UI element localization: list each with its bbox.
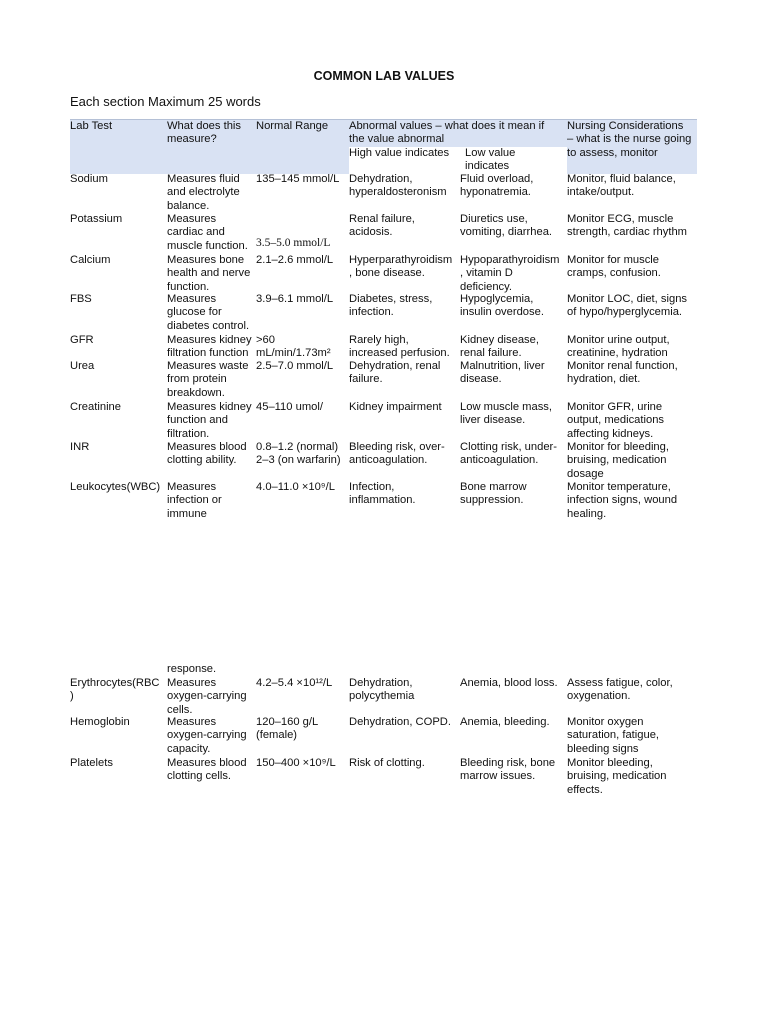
row-nursing: Monitor ECG, muscle strength, cardiac rhythm	[567, 213, 688, 239]
row-low: Fluid overload, hyponatremia.	[460, 173, 534, 199]
row-low: Hypoparathyroidism , vitamin D deficiency.	[460, 254, 560, 293]
row-range: 3.5–5.0 mmol/L	[256, 237, 331, 249]
row-low: Anemia, bleeding.	[460, 716, 550, 728]
row-low: Low muscle mass, liver disease.	[460, 401, 553, 427]
row-high: Risk of clotting.	[349, 757, 425, 769]
row-high: Infection, inflammation.	[349, 481, 416, 507]
row-low: Diuretics use, vomiting, diarrhea.	[460, 213, 553, 239]
row-test: Creatinine	[70, 401, 121, 413]
row-measure: Measures blood clotting ability.	[167, 441, 247, 467]
row-test: Hemoglobin	[70, 716, 130, 728]
row-range: >60 mL/min/1.73m²	[256, 334, 331, 360]
row-range: 135–145 mmol/L	[256, 173, 340, 185]
row-low: Malnutrition, liver disease.	[460, 360, 545, 386]
row-measure: Measures cardiac and muscle function.	[167, 213, 248, 252]
row-nursing: Monitor GFR, urine output, medications affecting kidneys.	[567, 401, 665, 440]
row-high: Dehydration, COPD.	[349, 716, 451, 728]
header-measure: What does this measure?	[167, 120, 241, 146]
row-low: Hypoglycemia, insulin overdose.	[460, 293, 544, 319]
header-low: Low value indicates	[465, 147, 516, 173]
header-abnormal: Abnormal values – what does it mean if the value abnormal	[349, 120, 545, 146]
row-measure: Measures oxygen-carrying capacity.	[167, 716, 247, 755]
row-nursing: Monitor LOC, diet, signs of hypo/hyperglycemia.	[567, 293, 688, 319]
row-high: Dehydration, hyperaldosteronism	[349, 173, 447, 199]
row-range: 150–400 ×10⁹/L	[256, 757, 336, 769]
row-test: Leukocytes(WBC)	[70, 481, 161, 493]
row-nursing: Monitor bleeding, bruising, medication effects.	[567, 757, 667, 796]
row-measure-continuation: response.	[167, 663, 217, 675]
row-test: Urea	[70, 360, 95, 372]
row-nursing: Monitor for bleeding, bruising, medication dosage	[567, 441, 669, 480]
row-range: 2.1–2.6 mmol/L	[256, 254, 334, 266]
row-nursing: Monitor oxygen saturation, fatigue, bleeding signs	[567, 716, 660, 755]
header-range: Normal Range	[256, 120, 329, 132]
row-low: Anemia, blood loss.	[460, 677, 558, 689]
row-test: Platelets	[70, 757, 113, 769]
row-high: Dehydration, renal failure.	[349, 360, 441, 386]
row-test: Calcium	[70, 254, 111, 266]
row-range: 120–160 g/L (female)	[256, 716, 319, 742]
row-test: Erythrocytes(RBC )	[70, 677, 160, 703]
row-nursing: Monitor for muscle cramps, confusion.	[567, 254, 661, 280]
row-nursing: Monitor, fluid balance, intake/output.	[567, 173, 676, 199]
row-range: 4.2–5.4 ×10¹²/L	[256, 677, 333, 689]
row-range: 0.8–1.2 (normal) 2–3 (on warfarin)	[256, 441, 341, 467]
row-measure: Measures kidney function and filtration.	[167, 401, 252, 440]
page-subtitle: Each section Maximum 25 words	[70, 94, 261, 109]
row-measure: Measures oxygen-carrying cells.	[167, 677, 247, 716]
row-measure: Measures infection or immune	[167, 481, 222, 520]
row-range: 3.9–6.1 mmol/L	[256, 293, 334, 305]
row-test: Potassium	[70, 213, 123, 225]
row-range: 45–110 umol/	[256, 401, 323, 413]
row-high: Kidney impairment	[349, 401, 442, 413]
row-test: FBS	[70, 293, 92, 305]
header-nursing: Nursing Considerations – what is the nurse going to assess, monitor	[567, 120, 692, 159]
row-measure: Measures fluid and electrolyte balance.	[167, 173, 240, 212]
row-high: Rarely high, increased perfusion.	[349, 334, 450, 360]
row-low: Kidney disease, renal failure.	[460, 334, 539, 360]
row-nursing: Monitor urine output, creatinine, hydration	[567, 334, 670, 360]
row-low: Clotting risk, under- anticoagulation.	[460, 441, 557, 467]
row-measure: Measures bone health and nerve function.	[167, 254, 251, 293]
row-range: 2.5–7.0 mmol/L	[256, 360, 334, 372]
row-nursing: Monitor temperature, infection signs, wound healing.	[567, 481, 678, 520]
row-high: Diabetes, stress, infection.	[349, 293, 433, 319]
row-measure: Measures kidney filtration function	[167, 334, 252, 360]
header-shading-sub	[70, 147, 349, 174]
page-title: COMMON LAB VALUES	[313, 69, 455, 83]
row-high: Hyperparathyroidism , bone disease.	[349, 254, 453, 280]
row-measure: Measures waste from protein breakdown.	[167, 360, 249, 399]
row-test: Sodium	[70, 173, 108, 185]
row-measure: Measures glucose for diabetes control.	[167, 293, 250, 332]
header-lab-test: Lab Test	[70, 120, 113, 132]
row-nursing: Assess fatigue, color, oxygenation.	[567, 677, 673, 703]
row-measure: Measures blood clotting cells.	[167, 757, 247, 783]
row-test: INR	[70, 441, 90, 453]
row-high: Dehydration, polycythemia	[349, 677, 415, 703]
row-low: Bleeding risk, bone marrow issues.	[460, 757, 556, 783]
row-high: Bleeding risk, over- anticoagulation.	[349, 441, 445, 467]
header-high: High value indicates	[349, 147, 450, 159]
row-nursing: Monitor renal function, hydration, diet.	[567, 360, 678, 386]
row-low: Bone marrow suppression.	[460, 481, 527, 507]
row-high: Renal failure, acidosis.	[349, 213, 415, 239]
row-range: 4.0–11.0 ×10⁹/L	[256, 481, 335, 493]
row-test: GFR	[70, 334, 94, 346]
